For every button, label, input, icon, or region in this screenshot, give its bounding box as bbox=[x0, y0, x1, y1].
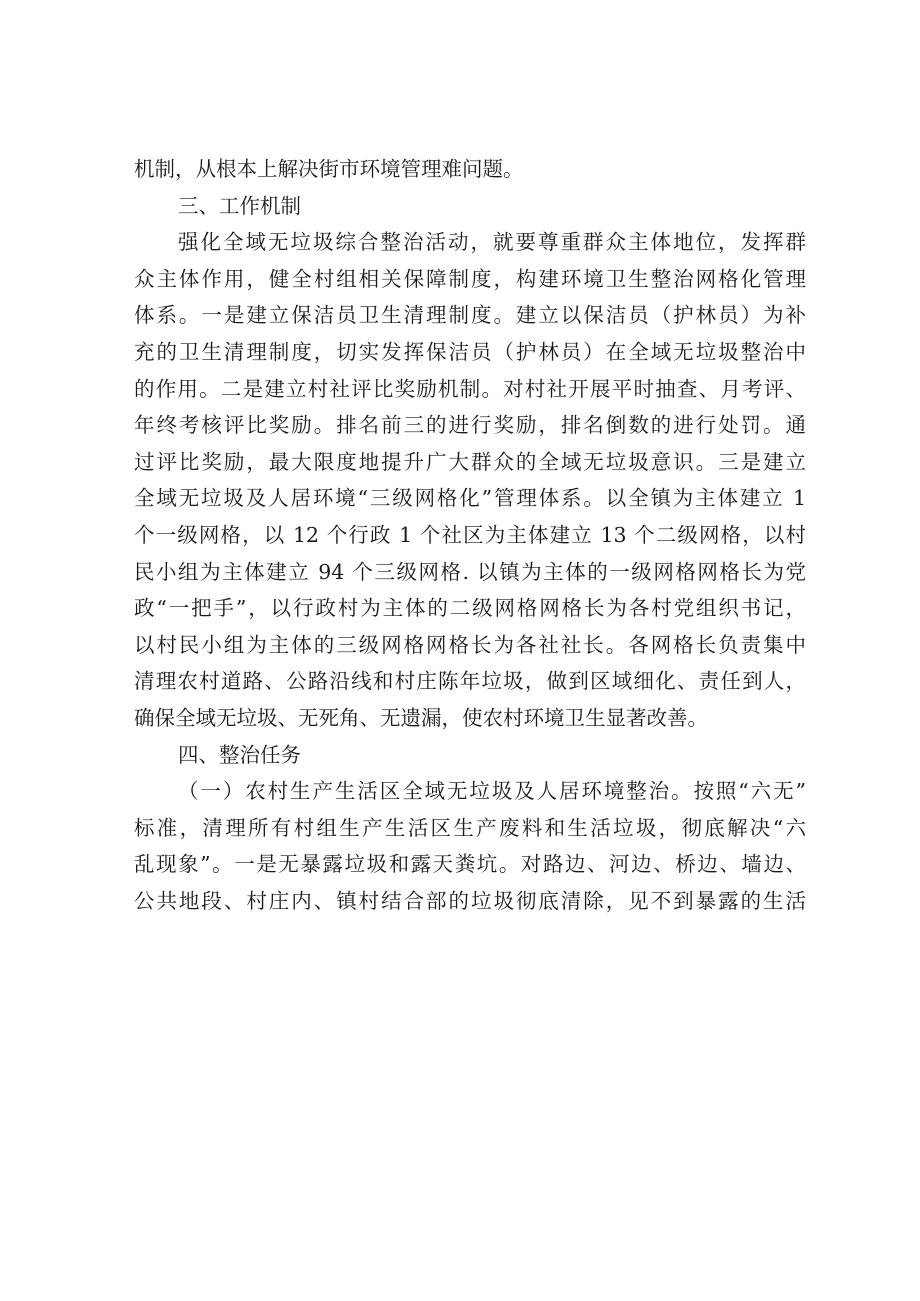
paragraph-line: 确保全域无垃圾、无死角、无遗漏，使农村环境卫生显著改善。 bbox=[134, 705, 708, 730]
paragraph-line: 众主体作用，健全村组相关保障制度，构建环境卫生整治网格化管理 bbox=[134, 266, 806, 291]
section-heading: 四、整治任务 bbox=[178, 742, 301, 767]
paragraph-line: 清理农村道路、公路沿线和村庄陈年垃圾，做到区域细化、责任到人， bbox=[134, 669, 806, 694]
paragraph-line: 公共地段、村庄内、镇村结合部的垃圾彻底清除，见不到暴露的生活 bbox=[134, 888, 806, 913]
document-body bbox=[134, 151, 806, 919]
paragraph-line: 乱现象”。一是无暴露垃圾和露天粪坑。对路边、河边、桥边、墙边、 bbox=[134, 852, 806, 877]
paragraph-line: 民小组为主体建立 94 个三级网格. 以镇为主体的一级网格网格长为党 bbox=[134, 559, 806, 584]
section-heading: 三、工作机制 bbox=[178, 193, 301, 218]
paragraph-line: 的作用。二是建立村社评比奖励机制。对村社开展平时抽查、月考评、 bbox=[134, 376, 806, 401]
paragraph-line: （一）农村生产生活区全域无垃圾及人居环境整治。按照“六无” bbox=[178, 779, 806, 804]
paragraph-line: 全域无垃圾及人居环境“三级网格化”管理体系。以全镇为主体建立 1 bbox=[134, 486, 806, 511]
paragraph-line: 充的卫生清理制度，切实发挥保洁员（护林员）在全域无垃圾整治中 bbox=[134, 339, 806, 364]
paragraph-line: 机制，从根本上解决街市环境管理难问题。 bbox=[134, 157, 524, 181]
paragraph-line: 强化全域无垃圾综合整治活动，就要尊重群众主体地位，发挥群 bbox=[178, 230, 806, 255]
paragraph-line: 标准，清理所有村组生产生活区生产废料和生活垃圾，彻底解决“六 bbox=[134, 815, 806, 840]
paragraph-line: 体系。一是建立保洁员卫生清理制度。建立以保洁员（护林员）为补 bbox=[134, 303, 806, 328]
paragraph-line: 以村民小组为主体的三级网格网格长为各社社长。各网格长负责集中 bbox=[134, 632, 806, 657]
paragraph-line: 政“一把手”，以行政村为主体的二级网格网格长为各村党组织书记， bbox=[134, 596, 806, 621]
paragraph-line: 个一级网格，以 12 个行政 1 个社区为主体建立 13 个二级网格，以村 bbox=[134, 522, 806, 547]
paragraph-line: 年终考核评比奖励。排名前三的进行奖励，排名倒数的进行处罚。通 bbox=[134, 413, 806, 438]
paragraph-line: 过评比奖励，最大限度地提升广大群众的全域无垃圾意识。三是建立 bbox=[134, 449, 806, 474]
